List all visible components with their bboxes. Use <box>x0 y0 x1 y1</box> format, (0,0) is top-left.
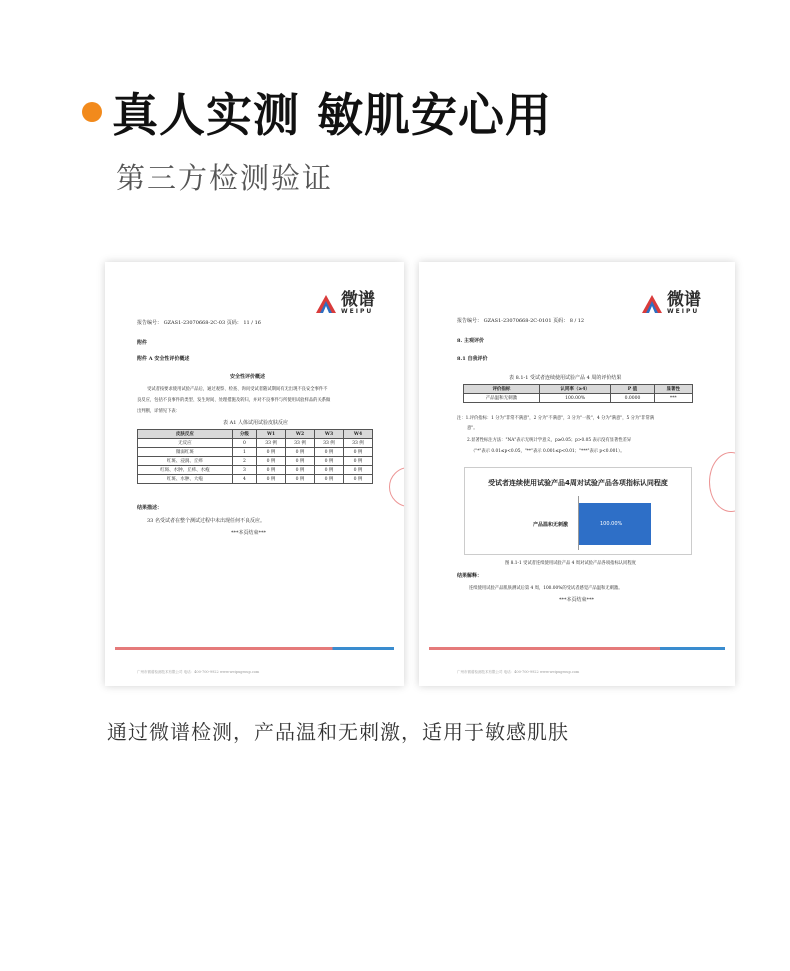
table-cell: *** <box>654 394 692 403</box>
red-seal-stamp <box>709 452 735 512</box>
result-text: 33 名受试者在整个测试过程中未出现任何不良反应。 <box>147 518 265 524</box>
table-cell: 0 例 <box>343 475 372 484</box>
weipu-logo-icon <box>315 294 337 314</box>
table-cell: 0 例 <box>315 448 344 457</box>
weipu-logo <box>641 292 701 315</box>
agreement-bar-chart <box>464 467 692 555</box>
subsection-label: 8.1 自我评价 <box>457 356 488 362</box>
page-title: 真人实测 敏肌安心用 <box>112 88 553 142</box>
table-header-cell: 皮肤反应 <box>138 430 233 439</box>
red-seal-stamp <box>389 467 404 507</box>
result-text: 连续使用试验产品肌肤测试后第 4 周，100.00%的受试者感觉产品温和无刺激。 <box>469 586 623 591</box>
report-page-right <box>419 262 735 686</box>
table-row <box>138 448 373 457</box>
table-row <box>138 466 373 475</box>
table-cell: 0 例 <box>286 475 315 484</box>
logo-cn-text: 微谱 <box>341 290 375 310</box>
footer-bar <box>429 647 725 650</box>
footer-text: 广州市微谱检测技术有限公司 电话：400-700-9922 www.weipugroup.com <box>137 670 260 674</box>
note-line: 注：1.评价指标：1 分为"非常不满意"，2 分为"不满意"，3 分为"一般"，4 分为"满意"，5 分为"非常满 <box>457 416 655 421</box>
paragraph-line: 受试者按要求使用试验产品后，通过观察、检查、询问受试者随试期间有无出现不良安全事件不 <box>147 387 328 392</box>
table-cell: 0 例 <box>257 457 286 466</box>
table-cell: 3 <box>232 466 256 475</box>
table-header-cell: W1 <box>257 430 286 439</box>
table-cell: 2 <box>232 457 256 466</box>
table-row <box>138 457 373 466</box>
table-row <box>138 475 373 484</box>
table-cell: 0 例 <box>257 475 286 484</box>
chart-category-label: 产品温和无刺激 <box>533 522 569 528</box>
skin-reaction-table <box>137 429 373 484</box>
table-cell: 0 例 <box>286 448 315 457</box>
table-cell: 1 <box>232 448 256 457</box>
table-cell: 33 例 <box>343 439 372 448</box>
table-cell: 0 例 <box>286 466 315 475</box>
table-cell: 0.0000 <box>611 394 654 403</box>
table-cell: 红斑、水肿、大疱 <box>138 475 233 484</box>
table-header-cell: 认同率（≥4） <box>539 385 611 394</box>
table-cell: 0 例 <box>257 448 286 457</box>
table-cell: 4 <box>232 475 256 484</box>
result-label: 结果解释： <box>457 573 483 579</box>
caption-text: 通过微谱检测，产品温和无刺激，适用于敏感肌肤 <box>107 720 569 744</box>
weipu-logo <box>315 292 375 315</box>
section-label: 8. 主观评价 <box>457 338 484 344</box>
note-line: 意"。 <box>467 426 478 431</box>
table-cell: 33 例 <box>315 439 344 448</box>
table-row <box>138 439 373 448</box>
appendix-heading: 安全性评价概述 <box>230 374 266 380</box>
table-cell: 0 例 <box>315 475 344 484</box>
paragraph-line: 良反应，包括不良事件的类型、发生时间、处理措施及转归，并对不良事件与所使用试验样品的关系做 <box>137 398 331 403</box>
page-end-marker: ***本页结束*** <box>231 530 267 536</box>
appendix-title: 附件 A 安全性评价概述 <box>137 356 190 362</box>
page-end-marker: ***本页结束*** <box>559 597 595 603</box>
figure-caption: 图 8.1-1 受试者连续使用试验产品 4 周对试验产品各项指标认同程度 <box>505 561 636 566</box>
table-cell: 0 例 <box>257 466 286 475</box>
note-line: 2.显著性标注方法："NA"表示无统计学意义，p≥0.05；p>0.05 表示没有显著性差异 <box>467 438 632 443</box>
section-heading <box>82 82 552 142</box>
table-cell: 产品温和无刺激 <box>464 394 540 403</box>
chart-title: 受试者连续使用试验产品4周对试验产品各项指标认同程度 <box>488 479 668 487</box>
evaluation-table <box>463 384 693 403</box>
weipu-logo-icon <box>641 294 663 314</box>
logo-en-text: WEIPU <box>667 308 700 315</box>
table-header-row <box>464 385 693 394</box>
table-cell: 0 例 <box>315 457 344 466</box>
paragraph-line: 出判断，详情见下表： <box>137 409 180 414</box>
result-label: 结果描述： <box>137 505 163 511</box>
section-label: 附件 <box>137 340 148 346</box>
logo-en-text: WEIPU <box>341 308 374 315</box>
table-header-cell: W2 <box>286 430 315 439</box>
table-header-cell: 分级 <box>232 430 256 439</box>
table-header-cell: W3 <box>315 430 344 439</box>
table-cell: 0 例 <box>343 448 372 457</box>
report-number: 报告编号： GZAS1-23070668-2C-0101 页码： 8 / 12 <box>457 318 585 324</box>
table-cell: 33 例 <box>286 439 315 448</box>
table-cell: 微弱红斑 <box>138 448 233 457</box>
report-page-left <box>105 262 404 686</box>
table-cell: 33 例 <box>257 439 286 448</box>
table-row <box>464 394 693 403</box>
footer-bar <box>115 647 394 650</box>
table-cell: 红斑、浸润、丘疹 <box>138 457 233 466</box>
table-caption: 表 A1 人体试用试验皮肤反应 <box>223 420 288 426</box>
table-header-row <box>138 430 373 439</box>
table-cell: 100.00% <box>539 394 611 403</box>
table-cell: 0 例 <box>286 457 315 466</box>
table-cell: 0 <box>232 439 256 448</box>
table-header-cell: 评价指标 <box>464 385 540 394</box>
table-cell: 0 例 <box>343 457 372 466</box>
table-cell: 0 例 <box>315 466 344 475</box>
table-caption: 表 8.1-1 受试者连续使用试验产品 4 周的评价结果 <box>509 375 622 381</box>
page-subtitle: 第三方检测验证 <box>116 161 334 195</box>
table-cell: 0 例 <box>343 466 372 475</box>
note-line: （"*"表示 0.01≤p<0.05，"**"表示 0.001≤p<0.01；"***"表示 p<0.001）。 <box>471 449 625 454</box>
logo-cn-text: 微谱 <box>667 290 701 310</box>
bullet-dot <box>82 102 102 122</box>
chart-bar-label: 100.00% <box>600 521 623 527</box>
table-cell: 无反应 <box>138 439 233 448</box>
table-header-cell: P 值 <box>611 385 654 394</box>
table-cell: 红斑、水肿、丘疹、水疱 <box>138 466 233 475</box>
report-number: 报告编号： GZAS1-23070668-2C-03 页码： 11 / 16 <box>137 320 261 326</box>
table-header-cell: 显著性 <box>654 385 692 394</box>
table-header-cell: W4 <box>343 430 372 439</box>
footer-text: 广州市微谱检测技术有限公司 电话：400-700-9922 www.weipugroup.com <box>457 670 580 674</box>
